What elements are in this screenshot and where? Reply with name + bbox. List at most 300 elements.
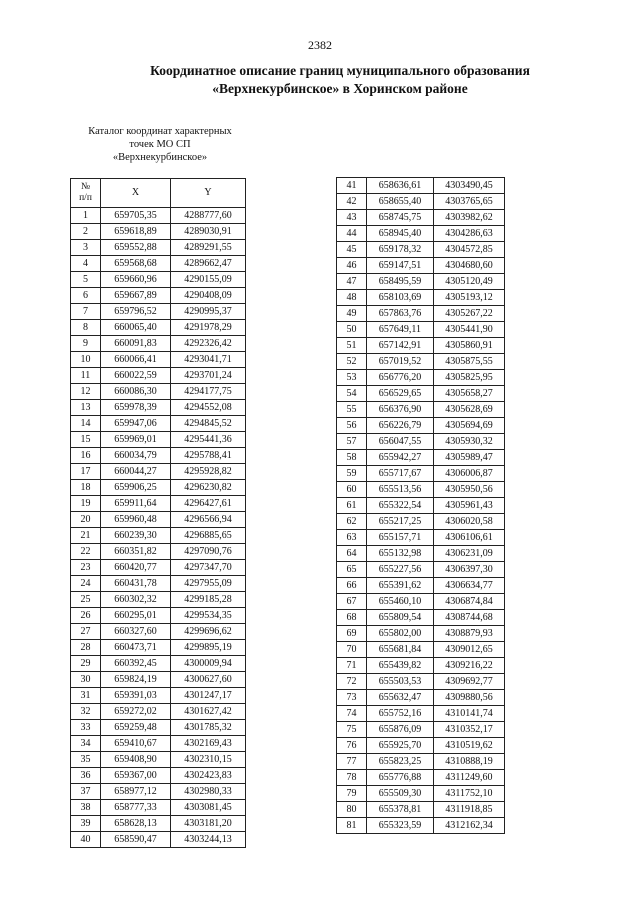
coordinate-x-cell: 655378,81 [367,802,434,818]
coordinate-y-cell: 4289291,55 [171,240,246,256]
point-number-cell: 68 [337,610,367,626]
table-row [71,640,246,656]
point-number-cell: 5 [71,272,101,288]
table-row [71,320,246,336]
table-row [337,338,505,354]
coordinate-x-cell: 659660,96 [101,272,171,288]
point-number-cell: 49 [337,306,367,322]
coordinate-y-cell: 4296230,82 [171,480,246,496]
point-number-cell: 27 [71,624,101,640]
coordinate-y-cell: 4306020,58 [434,514,505,530]
point-number-cell: 50 [337,322,367,338]
coordinate-y-cell: 4299534,35 [171,608,246,624]
table-row [71,784,246,800]
table-row [71,576,246,592]
coordinate-y-cell: 4303490,45 [434,178,505,194]
coordinate-x-cell: 655322,54 [367,498,434,514]
coordinate-y-cell: 4301785,32 [171,720,246,736]
coordinate-y-cell: 4291978,29 [171,320,246,336]
coordinate-x-cell: 655809,54 [367,610,434,626]
table-row [71,544,246,560]
coordinate-x-cell: 655132,98 [367,546,434,562]
point-number-cell: 8 [71,320,101,336]
point-number-cell: 74 [337,706,367,722]
point-number-cell: 78 [337,770,367,786]
point-number-cell: 44 [337,226,367,242]
point-number-cell: 52 [337,354,367,370]
table-row [71,208,246,224]
point-number-cell: 3 [71,240,101,256]
coordinate-y-cell: 4306106,61 [434,530,505,546]
coordinate-x-cell: 655752,16 [367,706,434,722]
coordinate-y-cell: 4305120,49 [434,274,505,290]
coordinate-y-cell: 4302423,83 [171,768,246,784]
table-row [337,802,505,818]
table-row [337,274,505,290]
point-number-cell: 53 [337,370,367,386]
table-row [71,496,246,512]
coordinate-x-cell: 655323,59 [367,818,434,834]
table-row [337,738,505,754]
coordinate-y-cell: 4295441,36 [171,432,246,448]
table-row [337,530,505,546]
point-number-cell: 76 [337,738,367,754]
point-number-cell: 65 [337,562,367,578]
coordinate-x-cell: 656047,55 [367,434,434,450]
coordinate-x-cell: 655513,56 [367,482,434,498]
coordinate-x-cell: 655157,71 [367,530,434,546]
coordinate-x-cell: 657863,76 [367,306,434,322]
table-row [337,178,505,194]
coordinate-y-cell: 4290155,09 [171,272,246,288]
coordinate-y-cell: 4310519,62 [434,738,505,754]
table-row [71,816,246,832]
table-row [337,722,505,738]
coordinate-x-cell: 660086,30 [101,384,171,400]
coordinate-x-cell: 659408,90 [101,752,171,768]
table-row [337,818,505,834]
coordinate-x-cell: 655925,70 [367,738,434,754]
table-row [337,194,505,210]
point-number-cell: 31 [71,688,101,704]
coordinate-y-cell: 4302980,33 [171,784,246,800]
coordinate-x-cell: 656376,90 [367,402,434,418]
coordinate-x-cell: 656226,79 [367,418,434,434]
table-row [71,272,246,288]
point-number-cell: 59 [337,466,367,482]
coordinate-y-cell: 4303244,13 [171,832,246,848]
table-row [71,768,246,784]
coordinate-y-cell: 4310888,19 [434,754,505,770]
coordinate-x-cell: 659410,67 [101,736,171,752]
coordinate-y-cell: 4303181,20 [171,816,246,832]
point-number-cell: 80 [337,802,367,818]
coordinate-x-cell: 655823,25 [367,754,434,770]
table-row [337,402,505,418]
table-row [71,384,246,400]
table-row [337,514,505,530]
coordinate-x-cell: 655632,47 [367,690,434,706]
coordinate-y-cell: 4296427,61 [171,496,246,512]
point-number-cell: 29 [71,656,101,672]
point-number-cell: 9 [71,336,101,352]
coordinate-x-cell: 655717,67 [367,466,434,482]
coordinate-y-cell: 4294552,08 [171,400,246,416]
coordinate-x-cell: 655217,25 [367,514,434,530]
table-row [337,674,505,690]
table-row [71,656,246,672]
coordinate-x-cell: 660392,45 [101,656,171,672]
point-number-cell: 58 [337,450,367,466]
table-row [71,256,246,272]
point-number-cell: 61 [337,498,367,514]
coordinate-x-cell: 659367,00 [101,768,171,784]
coordinate-y-cell: 4312162,34 [434,818,505,834]
point-number-cell: 57 [337,434,367,450]
coordinate-x-cell: 655876,09 [367,722,434,738]
coordinate-y-cell: 4295788,41 [171,448,246,464]
coordinate-y-cell: 4311752,10 [434,786,505,802]
coordinate-y-cell: 4289030,91 [171,224,246,240]
point-number-cell: 7 [71,304,101,320]
coordinate-x-cell: 660327,60 [101,624,171,640]
table-row [337,578,505,594]
table-row [71,336,246,352]
header-number-line-1: № [80,182,91,192]
point-number-cell: 81 [337,818,367,834]
coordinate-x-cell: 658636,61 [367,178,434,194]
coordinate-y-cell: 4305658,27 [434,386,505,402]
coordinate-x-cell: 659391,03 [101,688,171,704]
point-number-cell: 33 [71,720,101,736]
table-row [337,642,505,658]
table-row [337,306,505,322]
coordinate-y-cell: 4306231,09 [434,546,505,562]
coordinate-y-cell: 4290995,37 [171,304,246,320]
coordinate-y-cell: 4305961,43 [434,498,505,514]
table-row [337,770,505,786]
table-header-row [71,179,246,208]
coordinate-x-cell: 660420,77 [101,560,171,576]
coordinate-y-cell: 4306397,30 [434,562,505,578]
point-number-cell: 71 [337,658,367,674]
table-row [71,528,246,544]
table-row [71,704,246,720]
coordinate-x-cell: 659178,32 [367,242,434,258]
table-row [337,258,505,274]
table-row [337,690,505,706]
point-number-cell: 24 [71,576,101,592]
coordinate-y-cell: 4294177,75 [171,384,246,400]
coordinate-x-cell: 659796,52 [101,304,171,320]
coordinates-table-left-body [71,208,246,848]
coordinate-x-cell: 658777,33 [101,800,171,816]
coordinate-y-cell: 4292326,42 [171,336,246,352]
coordinate-y-cell: 4305441,90 [434,322,505,338]
table-row [337,562,505,578]
table-row [337,546,505,562]
table-row [337,370,505,386]
coordinate-y-cell: 4306874,84 [434,594,505,610]
coordinate-y-cell: 4305628,69 [434,402,505,418]
coordinate-y-cell: 4299185,28 [171,592,246,608]
point-number-cell: 79 [337,786,367,802]
point-number-cell: 20 [71,512,101,528]
coordinate-y-cell: 4305950,56 [434,482,505,498]
table-row [71,224,246,240]
point-number-cell: 40 [71,832,101,848]
coordinate-x-cell: 655802,00 [367,626,434,642]
header-x: X [101,179,171,208]
coordinate-y-cell: 4305825,95 [434,370,505,386]
coordinate-y-cell: 4306634,77 [434,578,505,594]
table-row [337,354,505,370]
table-row [337,610,505,626]
point-number-cell: 51 [337,338,367,354]
table-caption-line-3: «Верхнекурбинское» [112,152,208,163]
table-row [337,450,505,466]
coordinate-y-cell: 4297955,09 [171,576,246,592]
point-number-cell: 67 [337,594,367,610]
coordinate-x-cell: 658628,13 [101,816,171,832]
table-row [71,832,246,848]
coordinate-x-cell: 658945,40 [367,226,434,242]
point-number-cell: 12 [71,384,101,400]
coordinate-y-cell: 4311249,60 [434,770,505,786]
table-row [337,754,505,770]
coordinate-y-cell: 4309012,65 [434,642,505,658]
coordinate-x-cell: 659272,02 [101,704,171,720]
coordinate-y-cell: 4302169,43 [171,736,246,752]
point-number-cell: 56 [337,418,367,434]
coordinate-x-cell: 660044,27 [101,464,171,480]
coordinate-x-cell: 659947,06 [101,416,171,432]
table-row [337,226,505,242]
point-number-cell: 6 [71,288,101,304]
table-row [71,512,246,528]
point-number-cell: 25 [71,592,101,608]
coordinate-x-cell: 655681,84 [367,642,434,658]
coordinate-y-cell: 4303765,65 [434,194,505,210]
header-y: Y [171,179,246,208]
table-row [71,464,246,480]
coordinate-x-cell: 655942,27 [367,450,434,466]
coordinate-y-cell: 4309692,77 [434,674,505,690]
coordinate-x-cell: 660302,32 [101,592,171,608]
page-number: 2382 [308,38,332,52]
coordinate-y-cell: 4305694,69 [434,418,505,434]
coordinate-y-cell: 4296885,65 [171,528,246,544]
point-number-cell: 22 [71,544,101,560]
table-row [337,786,505,802]
coordinate-y-cell: 4294845,52 [171,416,246,432]
point-number-cell: 32 [71,704,101,720]
coordinate-x-cell: 660066,41 [101,352,171,368]
coordinate-x-cell: 659568,68 [101,256,171,272]
header-number [71,179,101,208]
point-number-cell: 19 [71,496,101,512]
table-row [71,720,246,736]
point-number-cell: 66 [337,578,367,594]
coordinate-x-cell: 658745,75 [367,210,434,226]
coordinate-x-cell: 657019,52 [367,354,434,370]
coordinate-x-cell: 659705,35 [101,208,171,224]
coordinate-x-cell: 659824,19 [101,672,171,688]
table-row [71,432,246,448]
coordinate-y-cell: 4309880,56 [434,690,505,706]
table-row [71,416,246,432]
point-number-cell: 45 [337,242,367,258]
coordinate-y-cell: 4311918,85 [434,802,505,818]
point-number-cell: 73 [337,690,367,706]
point-number-cell: 10 [71,352,101,368]
point-number-cell: 64 [337,546,367,562]
table-row [337,482,505,498]
table-row [337,242,505,258]
point-number-cell: 77 [337,754,367,770]
document-title-line-2: «Верхнекурбинское» в Хоринском районе [212,81,468,96]
point-number-cell: 34 [71,736,101,752]
point-number-cell: 70 [337,642,367,658]
point-number-cell: 21 [71,528,101,544]
coordinate-y-cell: 4305860,91 [434,338,505,354]
point-number-cell: 48 [337,290,367,306]
document-title-line-1: Координатное описание границ муниципального образования [150,63,530,78]
coordinate-x-cell: 658977,12 [101,784,171,800]
table-row [337,594,505,610]
table-row [71,736,246,752]
table-row [71,592,246,608]
point-number-cell: 63 [337,530,367,546]
point-number-cell: 69 [337,626,367,642]
coordinates-table-right [336,177,505,834]
coordinate-y-cell: 4289662,47 [171,256,246,272]
point-number-cell: 14 [71,416,101,432]
coordinate-x-cell: 660091,83 [101,336,171,352]
coordinate-y-cell: 4304286,63 [434,226,505,242]
coordinate-y-cell: 4296566,94 [171,512,246,528]
table-row [337,418,505,434]
point-number-cell: 60 [337,482,367,498]
coordinate-y-cell: 4299696,62 [171,624,246,640]
coordinate-y-cell: 4290408,09 [171,288,246,304]
point-number-cell: 37 [71,784,101,800]
point-number-cell: 41 [337,178,367,194]
table-caption-line-1: Каталог координат характерных [88,126,232,137]
point-number-cell: 42 [337,194,367,210]
coordinates-table-right-body [337,178,505,834]
table-row [337,706,505,722]
coordinate-x-cell: 658655,40 [367,194,434,210]
coordinate-y-cell: 4303081,45 [171,800,246,816]
coordinate-y-cell: 4300627,60 [171,672,246,688]
table-row [337,386,505,402]
coordinate-x-cell: 655227,56 [367,562,434,578]
document-title [60,62,620,98]
table-row [337,626,505,642]
coordinate-y-cell: 4299895,19 [171,640,246,656]
coordinate-x-cell: 659906,25 [101,480,171,496]
point-number-cell: 18 [71,480,101,496]
coordinate-x-cell: 655503,53 [367,674,434,690]
table-row [71,560,246,576]
point-number-cell: 16 [71,448,101,464]
point-number-cell: 43 [337,210,367,226]
coordinate-y-cell: 4306006,87 [434,466,505,482]
point-number-cell: 4 [71,256,101,272]
coordinate-y-cell: 4308879,93 [434,626,505,642]
coordinate-x-cell: 656776,20 [367,370,434,386]
table-row [71,400,246,416]
coordinate-y-cell: 4302310,15 [171,752,246,768]
coordinate-y-cell: 4301627,42 [171,704,246,720]
coordinate-x-cell: 660022,59 [101,368,171,384]
coordinate-y-cell: 4305875,55 [434,354,505,370]
coordinate-x-cell: 659960,48 [101,512,171,528]
header-number-line-2: п/п [79,193,92,203]
coordinate-y-cell: 4310141,74 [434,706,505,722]
point-number-cell: 35 [71,752,101,768]
coordinate-y-cell: 4304680,60 [434,258,505,274]
table-row [71,304,246,320]
coordinate-x-cell: 659552,88 [101,240,171,256]
coordinate-y-cell: 4303982,62 [434,210,505,226]
point-number-cell: 28 [71,640,101,656]
coordinate-x-cell: 660473,71 [101,640,171,656]
coordinate-y-cell: 4305267,22 [434,306,505,322]
coordinate-y-cell: 4300009,94 [171,656,246,672]
point-number-cell: 54 [337,386,367,402]
table-row [337,290,505,306]
coordinate-y-cell: 4288777,60 [171,208,246,224]
coordinate-y-cell: 4301247,17 [171,688,246,704]
coordinate-x-cell: 659978,39 [101,400,171,416]
coordinate-x-cell: 659911,64 [101,496,171,512]
coordinate-x-cell: 655776,88 [367,770,434,786]
coordinate-x-cell: 658103,69 [367,290,434,306]
coordinate-x-cell: 660065,40 [101,320,171,336]
coordinate-x-cell: 659969,01 [101,432,171,448]
table-row [337,658,505,674]
table-row [71,480,246,496]
point-number-cell: 39 [71,816,101,832]
coordinate-x-cell: 660239,30 [101,528,171,544]
coordinate-x-cell: 660431,78 [101,576,171,592]
coordinate-x-cell: 655439,82 [367,658,434,674]
point-number-cell: 72 [337,674,367,690]
coordinate-y-cell: 4309216,22 [434,658,505,674]
coordinate-y-cell: 4305930,32 [434,434,505,450]
coordinate-y-cell: 4297090,76 [171,544,246,560]
point-number-cell: 46 [337,258,367,274]
table-row [71,288,246,304]
point-number-cell: 47 [337,274,367,290]
coordinate-y-cell: 4295928,82 [171,464,246,480]
table-row [71,448,246,464]
coordinate-x-cell: 659147,51 [367,258,434,274]
coordinate-x-cell: 655391,62 [367,578,434,594]
point-number-cell: 11 [71,368,101,384]
coordinate-x-cell: 659618,89 [101,224,171,240]
point-number-cell: 23 [71,560,101,576]
table-row [337,434,505,450]
point-number-cell: 62 [337,514,367,530]
coordinate-y-cell: 4293701,24 [171,368,246,384]
coordinate-y-cell: 4304572,85 [434,242,505,258]
coordinate-x-cell: 658495,59 [367,274,434,290]
table-row [71,624,246,640]
point-number-cell: 75 [337,722,367,738]
